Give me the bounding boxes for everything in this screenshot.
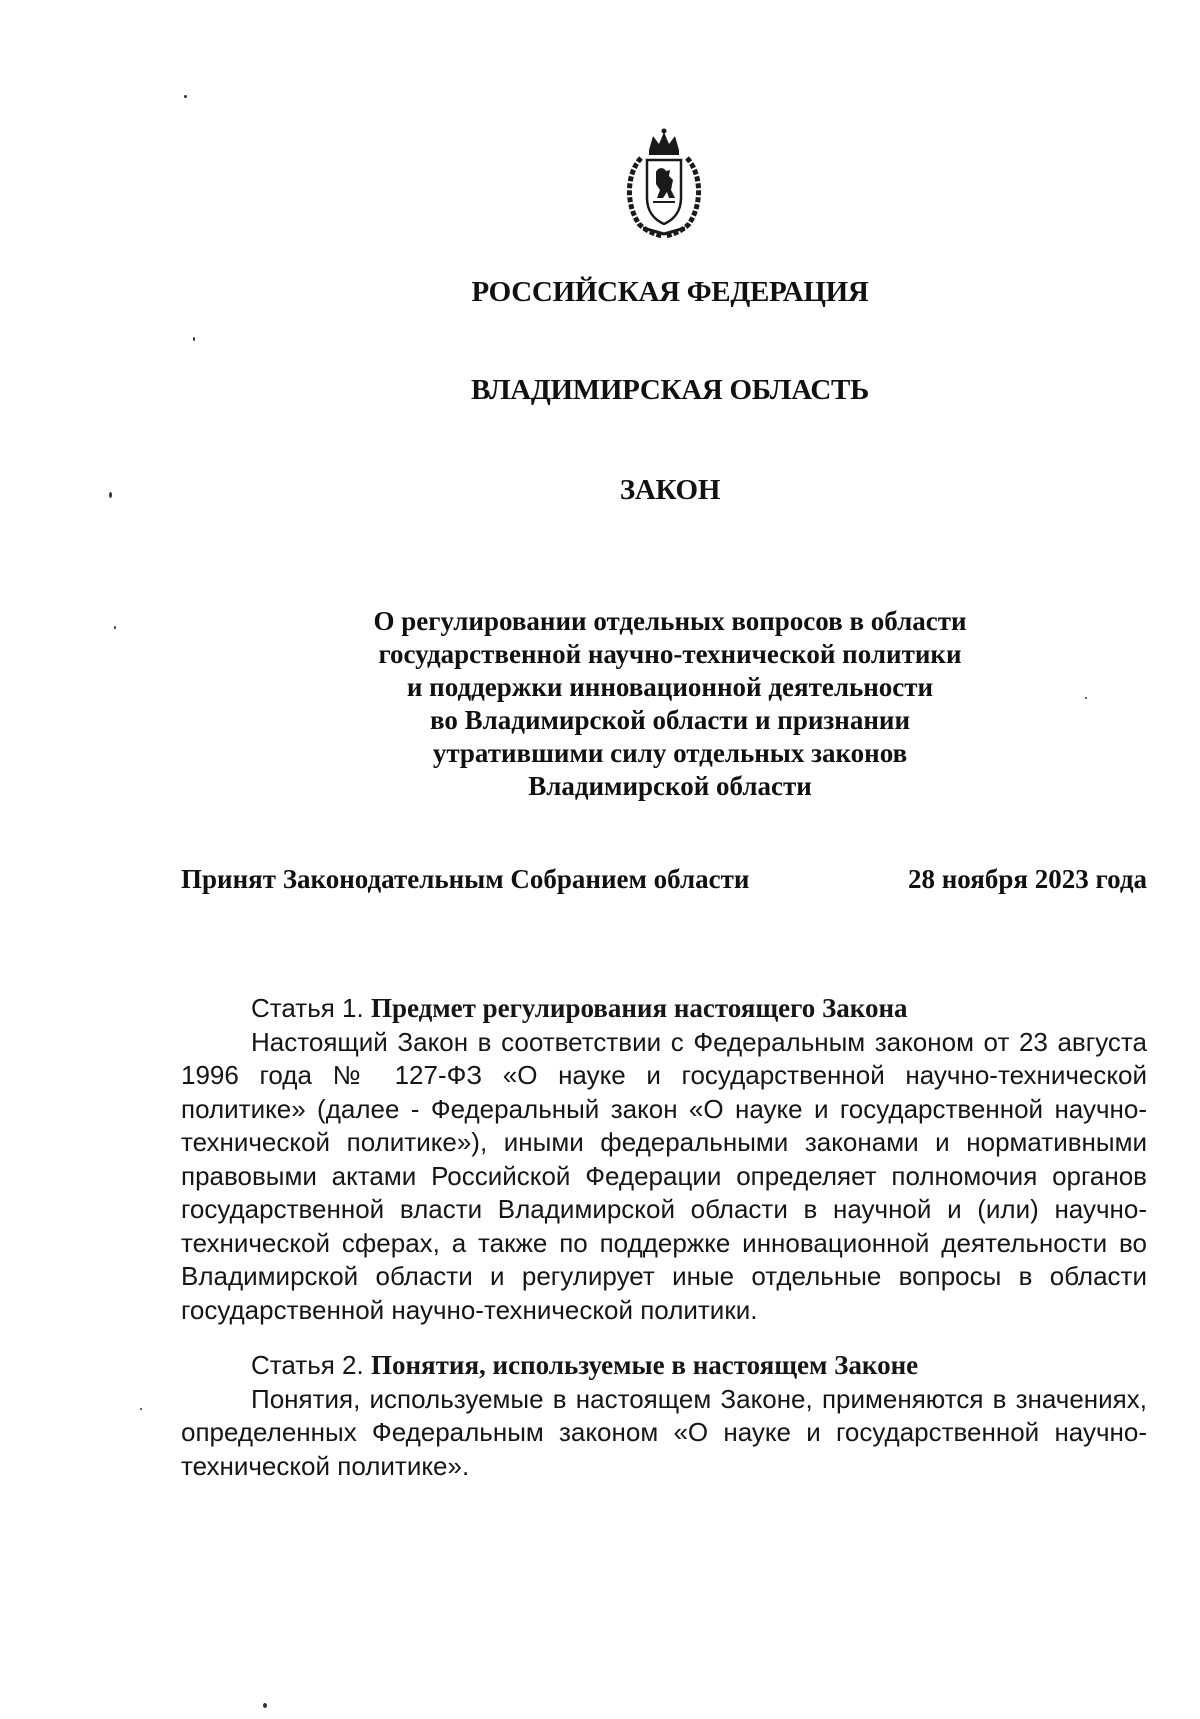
law-title-line: Владимирской области [528,771,812,801]
article-name: Предмет регулирования настоящего Закона [370,993,908,1023]
law-title-line: государственной научно-технической политики [378,639,962,669]
scan-speck [140,1408,142,1410]
scan-speck [193,337,195,341]
coat-of-arms-icon [623,128,705,238]
scan-speck [263,1703,267,1708]
document-type-heading: ЗАКОН [619,474,721,506]
country-heading: РОССИЙСКАЯ ФЕДЕРАЦИЯ [471,276,869,308]
law-title-line: О регулировании отдельных вопросов в области [373,606,967,636]
law-title-line: и поддержки инновационной деятельности [406,672,934,702]
law-title-line: во Владимирской области и признании [429,705,910,735]
article-text: Понятия, используемые в настоящем Законе, применяются в значениях, определенных Федеральным законом «О науке и государственной научно-технической политике». [181,1383,1147,1481]
article-2 [181,1349,1147,1483]
article-heading [181,1349,1147,1383]
article-1 [181,992,1147,1327]
article-number: Статья 1. [251,993,364,1023]
article-text: Настоящий Закон в соответствии с Федеральным законом от 23 августа 1996 года № 127-ФЗ «О науке и государственной научно-технической политике» (далее - Федеральный закон «О науке и государственной научно-технической политике»), иными федеральными законами и нормативными правовыми актами Российской Федерации определяет полномочия органов государственной власти Владимирской области в научной и (или) научно-технической сферах, а также по поддержке инновационной деятельности во Владимирской области и регулирует иные отдельные вопросы в области государственной научно-технической политики. [181,1026,1147,1325]
law-title-line: утратившими силу отдельных законов [432,738,908,768]
adoption-date: 28 ноября 2023 года [908,864,1147,894]
scan-speck [114,626,116,629]
scan-speck [1085,697,1087,699]
article-heading [181,992,1147,1026]
article-number: Статья 2. [251,1350,364,1380]
adoption-label: Принят Законодательным Собранием области [181,864,750,894]
law-title [340,605,1000,803]
article-name: Понятия, используемые в настоящем Законе [370,1350,919,1380]
scan-speck [109,492,112,498]
region-heading: ВЛАДИМИРСКАЯ ОБЛАСТЬ [471,374,869,406]
scan-speck [184,95,187,98]
